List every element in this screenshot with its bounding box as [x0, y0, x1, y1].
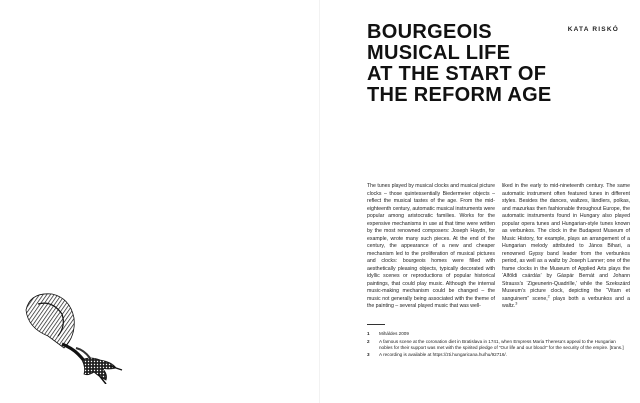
- footnote: [367, 352, 629, 358]
- title-line: AT THE START OF: [367, 63, 547, 85]
- footnote-text: Miháldes 2009: [379, 331, 409, 336]
- page-gutter: [319, 0, 320, 403]
- body-column-left: [367, 183, 495, 311]
- footnotes: [367, 331, 629, 358]
- body-paragraph: [502, 183, 630, 311]
- footnote-number: 1: [367, 331, 370, 336]
- footnote-divider: [367, 324, 385, 325]
- footnote-text: A famous scene at the coronation diet in Bratislava in 1741, when Empress Maria Theresa’s appeal to the Hungarian nobles for their support was met with the spirited pledge of “Our life and our blood!” for the security of the empire. [trans.]: [379, 338, 624, 350]
- footnote-number: 2: [367, 338, 370, 344]
- footnote: [367, 331, 629, 337]
- body-column-right: [502, 183, 630, 311]
- body-text: liked in the early to mid-nineteenth century. The same automatic instrument often featured tunes in different styles. Besides the dances, waltzes, ländlers, polkas, and mazurkas then fashionable throughout Europe, the automatic instruments found in Hungary also played popular opera tunes and Hungarian-style tunes known as verbunkos. The clock in the Budapest Museum of Music History, for example, plays an arrangement of a Hungarian melody attributed to János Bihari, a renowned Gypsy band leader from the verbunkos period, as well as a waltz by Joseph Lanner; one of the frame clocks in the Museum of Applied Arts plays the ‘Alföldi csárdás’ by Gáspár Bernát and Johann Strauss’s ‘Zigeunerin-Quadrille,’ while the Szekszárd Museum’s picture clock, depicting the “Vitam et sanguinem” scene,: [502, 183, 630, 302]
- footnote-text: A recording is available at https://zti.hungaricana.hu/hu/92716/.: [379, 352, 507, 357]
- footnote: [367, 339, 629, 351]
- footnote-number: 3: [367, 352, 370, 357]
- footnote-ref: 2: [547, 293, 550, 298]
- title-line: THE REFORM AGE: [367, 84, 552, 106]
- body-text: plays both a verbunkos and a waltz.: [502, 295, 630, 309]
- author-name: KATA RISKÓ: [567, 26, 619, 33]
- title-line: MUSICAL LIFE: [367, 42, 511, 64]
- article-title: [367, 22, 552, 106]
- body-paragraph: The tunes played by musical clocks and musical picture clocks – those quintessentially Biedermeier objects – reflect the musical tastes of the age. From the mid-eighteenth century, automatic musical instruments were popular among aristocratic families. Works for the expensive mechanisms in use at that time were written by the most renowned composers: Joseph Haydn, for example, wrote many such pieces. At the end of the century, the appearance of a new and cheaper mechanism led to the proliferation of musical pictures and clocks: bourgeois homes were filled with aesthetically pleasing objects, typically decorated with idyllic scenes or reproductions of popular historical paintings, that could play music. Although the internal music-making mechanism could be changed – the music not generally being associated with the theme of the painting – several played music that was well-: [367, 183, 495, 309]
- title-line: BOURGEOIS: [367, 21, 492, 43]
- hand-with-fan-illustration: [18, 288, 128, 384]
- footnote-ref: 3: [515, 301, 518, 306]
